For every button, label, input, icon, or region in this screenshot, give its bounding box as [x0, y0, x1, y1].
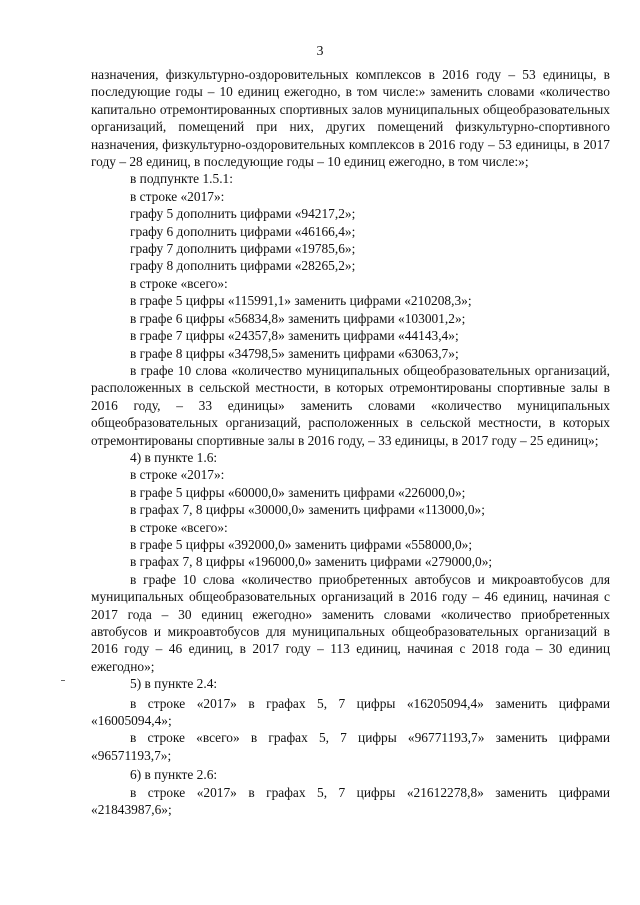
paragraph: в графе 10 слова «количество приобретенных автобусов и микроавтобусов для муниципальных общеобразовательных организаций в 2016 году – 46 единиц, начиная с 2017 года – 30 единиц ежегодно» заменить словами «количество приобретенных автобусов и микроавтобусов для муниципальных общеобразовательных организаций в 2016 году – 46 единиц, в 2017 году – 113 единиц, начиная с 2018 года – 30 единиц ежегодно»; [91, 571, 610, 674]
paragraph: в подпункте 1.5.1: [130, 171, 233, 187]
paragraph: в графе 6 цифры «56834,8» заменить цифрами «103001,2»; [130, 310, 466, 326]
paragraph: графу 6 дополнить цифрами «46166,4»; [130, 223, 356, 239]
paragraph: в строке «2017»: [130, 467, 225, 483]
paragraph: в строке «2017»: [130, 188, 225, 204]
paragraph: графу 7 дополнить цифрами «19785,6»; [130, 241, 356, 257]
paragraph: в графах 7, 8 цифры «30000,0» заменить цифрами «113000,0»; [130, 502, 485, 518]
paragraph: графу 5 дополнить цифрами «94217,2»; [130, 206, 356, 222]
paragraph: в строке «всего» в графах 5, 7 цифры «96771193,7» заменить цифрами «96571193,7»; [91, 730, 610, 763]
paragraph: в графе 5 цифры «392000,0» заменить цифрами «558000,0»; [130, 536, 473, 552]
paragraph: 5) в пункте 2.4: [130, 676, 218, 692]
paragraph: в графе 8 цифры «34798,5» заменить цифрами «63063,7»; [130, 345, 459, 361]
paragraph: в строке «всего»: [130, 519, 228, 535]
paragraph: в графах 7, 8 цифры «196000,0» заменить цифрами «279000,0»; [130, 554, 493, 570]
paragraph: в строке «2017» в графах 5, 7 цифры «21612278,8» заменить цифрами «21843987,6»; [91, 784, 610, 818]
paragraph: назначения, физкультурно-оздоровительных комплексов в 2016 году – 53 единицы, в последующие годы – 10 единиц ежегодно, в том числе:» заменить словами «количество капитально отремонтированных спортивных залов муниципальных общеобразовательных организаций, помещений при них, других помещений физкультурно-спортивного назначения, физкультурно-оздоровительных комплексов в 2016 году – 53 единицы, в 2017 году – 28 единиц, в последующие годы – 10 единиц ежегодно, в том числе:»; [91, 67, 610, 170]
margin-mark [61, 680, 65, 681]
page-number: 3 [316, 44, 324, 59]
paragraph: в графе 7 цифры «24357,8» заменить цифрами «44143,4»; [130, 328, 459, 344]
paragraph: в строке «2017» в графах 5, 7 цифры «16205094,4» заменить цифрами «16005094,4»; [91, 695, 610, 729]
paragraph: в графе 10 слова «количество муниципальных общеобразовательных организаций, расположенных в сельской местности, в которых отремонтированы спортивные залы в 2016 году, – 33 единицы» заменить словами «количество муниципальных общеобразовательных организаций, расположенных в сельской местности, в которых отремонтированы спортивные залы в 2016 году, – 33 единицы, в 2017 году – 25 единиц»; [91, 362, 610, 448]
paragraph: в строке «всего»: [130, 275, 228, 291]
paragraph: в графе 5 цифры «115991,1» заменить цифрами «210208,3»; [130, 293, 472, 309]
paragraph: графу 8 дополнить цифрами «28265,2»; [130, 258, 356, 274]
document-body [91, 66, 610, 818]
paragraph: 6) в пункте 2.6: [130, 767, 218, 783]
paragraph: 4) в пункте 1.6: [130, 449, 218, 465]
paragraph: в графе 5 цифры «60000,0» заменить цифрами «226000,0»; [130, 484, 466, 500]
